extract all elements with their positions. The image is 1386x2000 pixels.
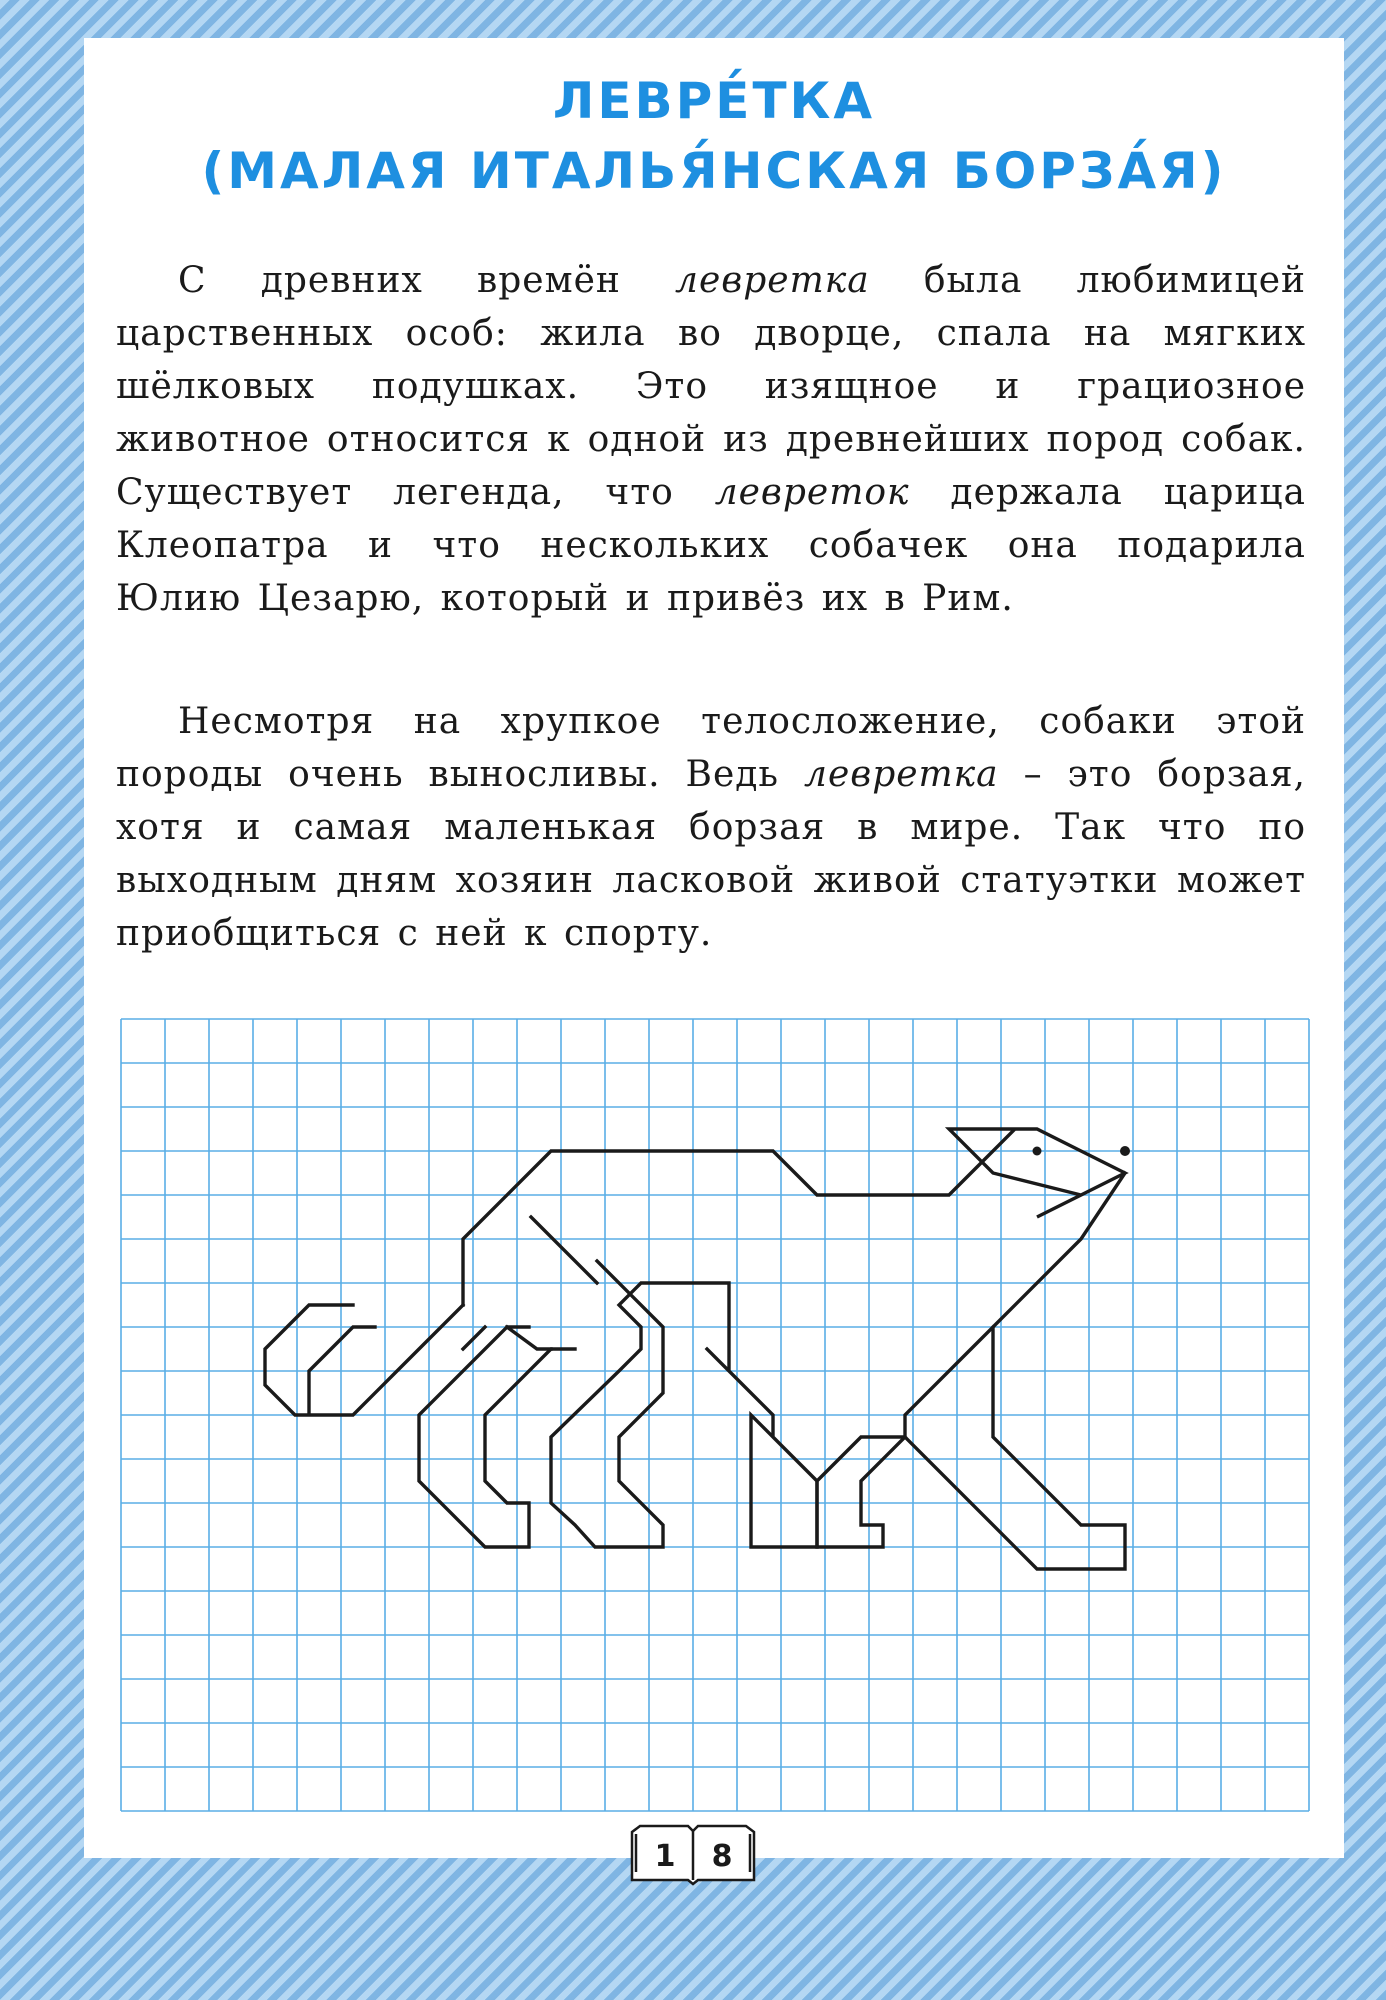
- paragraph-1-text-3: держала царица Клеопатра и что нескольких собачек она подарила Юлию Цезарю, который и привёз их в Рим.: [116, 472, 1306, 619]
- paragraph-2-italic-1: левретка: [804, 754, 999, 795]
- greyhound-nose: [1120, 1146, 1130, 1156]
- page-number-digit-2: 8: [711, 1839, 733, 1874]
- page-number-badge: [628, 1822, 758, 1888]
- greyhound-belly: [531, 1217, 817, 1547]
- greyhound-back-leg-2: [463, 1327, 551, 1349]
- paragraph-1: [116, 254, 1306, 625]
- page-number-digit-1: 1: [654, 1839, 676, 1874]
- paragraph-2-text-1: Несмотря на хрупкое телосложение, собаки этой породы очень выносливы. Ведь: [116, 701, 1306, 795]
- open-book-icon: [632, 1826, 754, 1884]
- paragraph-1-italic-1: левретка: [675, 260, 870, 301]
- grid-drawing: [116, 1014, 1314, 1820]
- paragraph-2: [116, 695, 1306, 960]
- greyhound-front-legs: [817, 1327, 993, 1547]
- page-title-line-1: ЛЕВРЕ́ТКА: [552, 72, 876, 130]
- greyhound-eye: [1033, 1147, 1042, 1156]
- page-paper: [84, 38, 1344, 1874]
- paragraph-1-text-2: была любимицей царственных особ: жила во дворце, спала на мягких шёлковых подушках. Это изящное и грациозное животное относится к одной из древнейших пород собак. Существует легенда, что: [116, 260, 1307, 513]
- paragraph-1-italic-2: левреток: [714, 472, 910, 513]
- paragraph-2-text-2: – это борзая, хотя и самая маленькая борзая в мире. Так что по выходным дням хозяин ласковой живой статуэтки может приобщиться с ней к спорту.: [116, 754, 1306, 954]
- page-title-line-2: (МАЛАЯ ИТАЛЬЯ́НСКАЯ БОРЗА́Я): [201, 142, 1227, 200]
- paragraph-1-text-1: С древних времён: [178, 260, 676, 301]
